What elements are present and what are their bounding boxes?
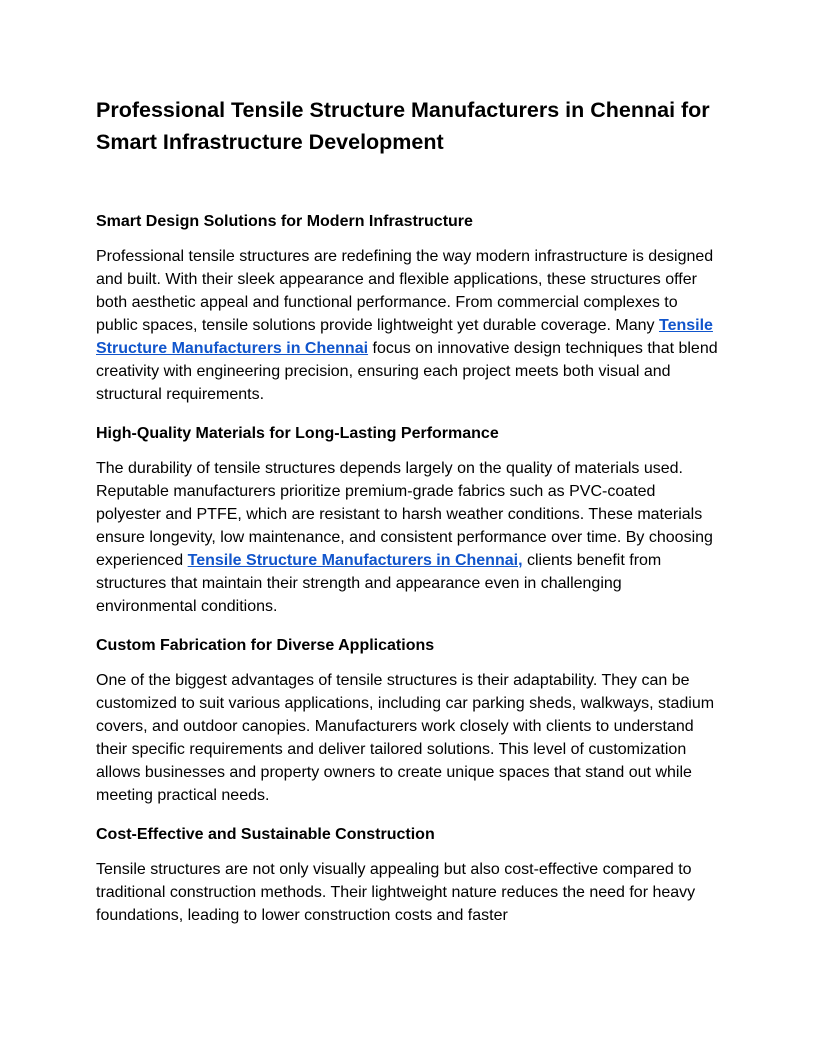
paragraph-text: Professional tensile structures are redefining the way modern infrastructure is designed and built. With their sleek appearance and flexible applications, these structures offer both aesthetic appeal and functional performance. From commercial complexes to public spaces, tensile solutions provide lightweight yet durable coverage. Many	[96, 248, 714, 334]
section-heading: Cost-Effective and Sustainable Construction	[96, 826, 435, 843]
manufacturers-link[interactable]: Tensile Structure Manufacturers in Chennai	[96, 317, 713, 357]
section-paragraph	[96, 245, 722, 406]
paragraph-text: focus on innovative design techniques that blend creativity with engineering precision, ensuring each project meets both visual and structural requirements.	[96, 340, 718, 403]
section-paragraph: Tensile structures are not only visually appealing but also cost-effective compared to traditional construction methods. Their lightweight nature reduces the need for heavy foundations, leading to lower construction costs and faster	[96, 861, 696, 924]
section-cost-effective	[96, 824, 722, 927]
paragraph-text: The durability of tensile structures depends largely on the quality of materials used. Reputable manufacturers prioritize premium-grade fabrics such as PVC-coated polyester and PTFE, which are resistant to harsh weather conditions. These materials ensure longevity, low maintenance, and consistent performance over time. By choosing experienced	[96, 460, 713, 569]
section-paragraph: One of the biggest advantages of tensile structures is their adaptability. They can be customized to suit various applications, including car parking sheds, walkways, stadium covers, and outdoor canopies. Manufacturers work closely with clients to understand their specific requirements and deliver tailored solutions. This level of customization allows businesses and property owners to create unique spaces that stand out while meeting practical needs.	[96, 672, 715, 804]
document-title: Professional Tensile Structure Manufacturers in Chennai for Smart Infrastructure Development	[96, 98, 710, 154]
section-smart-design	[96, 211, 722, 406]
section-heading: Smart Design Solutions for Modern Infrastructure	[96, 213, 473, 230]
section-paragraph	[96, 457, 722, 618]
section-heading: High-Quality Materials for Long-Lasting Performance	[96, 425, 499, 442]
paragraph-text: clients benefit from structures that maintain their strength and appearance even in challenging environmental conditions.	[96, 552, 662, 615]
document-page	[96, 94, 722, 944]
section-custom-fabrication	[96, 635, 722, 807]
manufacturers-link[interactable]: Tensile Structure Manufacturers in Chennai,	[187, 552, 523, 569]
section-materials	[96, 423, 722, 618]
section-heading: Custom Fabrication for Diverse Applications	[96, 637, 435, 654]
